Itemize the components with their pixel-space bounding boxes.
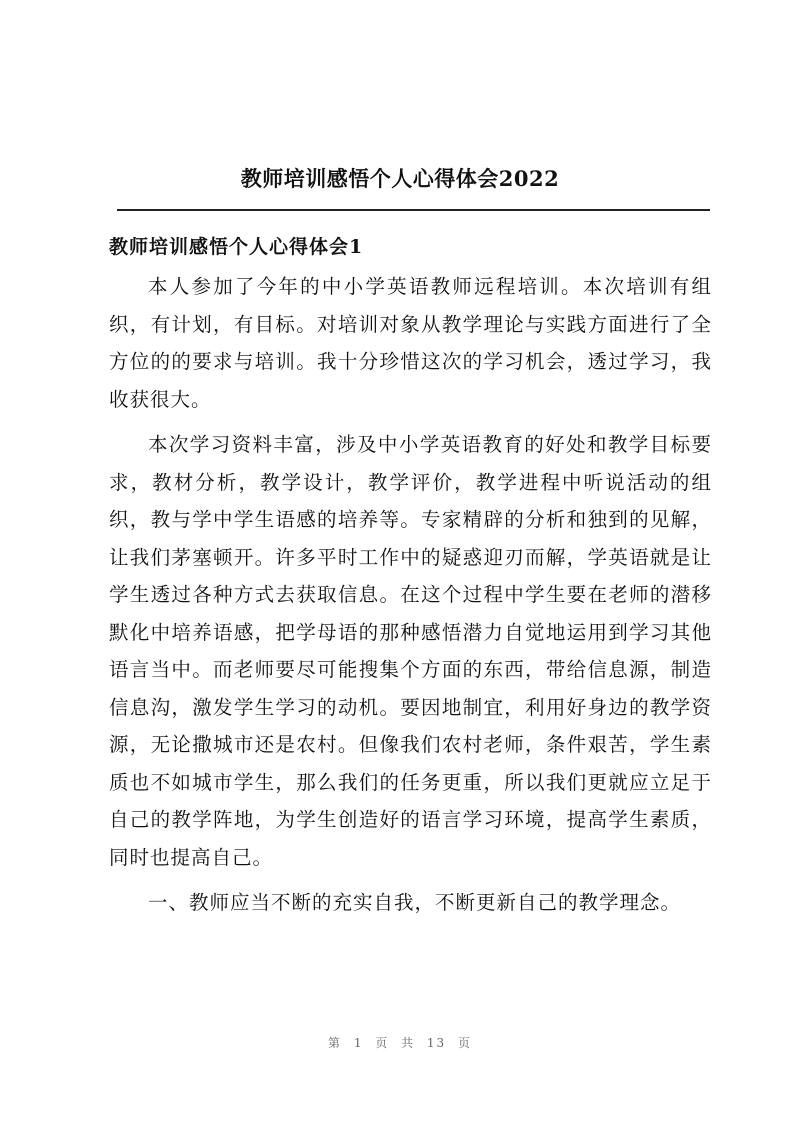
page-title: 教师培训感悟个人心得体会2022: [240, 166, 560, 191]
paragraph: 一、教师应当不断的充实自我，不断更新自己的教学理念。: [148, 891, 682, 914]
title-divider: [117, 209, 710, 211]
paragraph: 本人参加了今年的中小学英语教师远程培训。本次培训有组织，有计划，有目标。对培训对象从教学理论与实践方面进行了全方位的的要求与培训。我十分珍惜这次的学习机会，透过学习，我收获很大。: [109, 275, 712, 411]
section-subtitle: 教师培训感悟个人心得体会1: [109, 236, 364, 258]
paragraph: 本次学习资料丰富，涉及中小学英语教育的好处和教学目标要求，教材分析，教学设计，教学评价，教学进程中听说活动的组织，教与学中学生语感的培养等。专家精辟的分析和独到的见解，让我们茅塞顿开。许多平时工作中的疑惑迎刃而解，学英语就是让学生透过各种方式去获取信息。在这个过程中学生要在老师的潜移默化中培养语感，把学母语的那种感悟潜力自觉地运用到学习其他语言当中。而老师要尽可能搜集个方面的东西，带给信息源，制造信息沟，激发学生学习的动机。要因地制宜，利用好身边的教学资源，无论撒城市还是农村。但像我们农村老师，条件艰苦，学生素质也不如城市学生，那么我们的任务更重，所以我们更就应立足于自己的教学阵地，为学生创造好的语言学习环境，提高学生素质，同时也提高自己。: [109, 433, 712, 869]
page-footer: 第 1 页 共 13 页: [328, 1036, 472, 1050]
document-body: [109, 268, 712, 930]
